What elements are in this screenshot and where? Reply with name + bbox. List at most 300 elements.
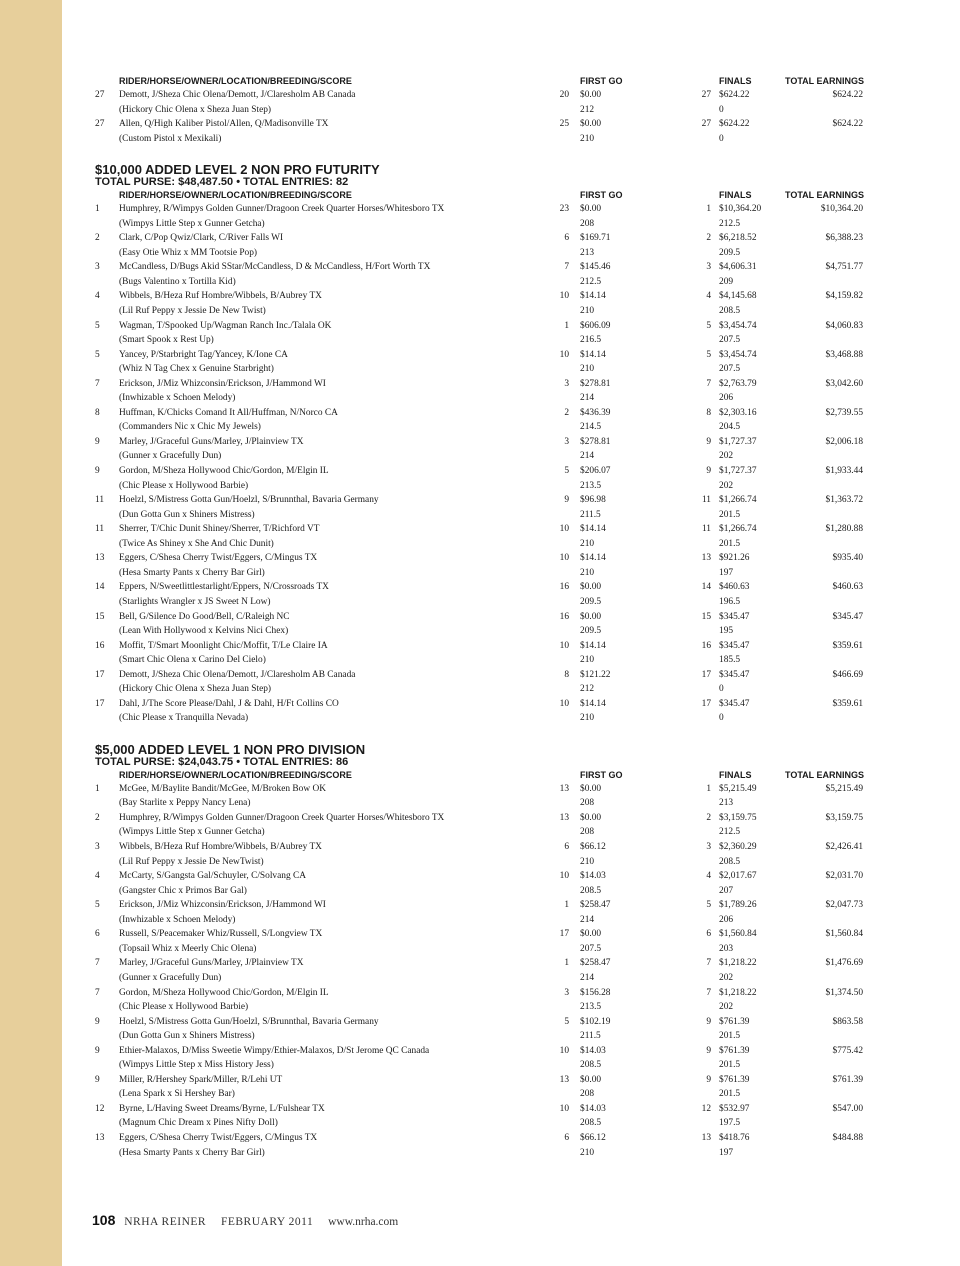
finals-earnings: $3,454.74: [719, 349, 757, 360]
first-go-place: 1: [564, 320, 569, 331]
first-go-place: 1: [564, 958, 569, 969]
finals-place: 7: [706, 987, 711, 998]
result-row: [95, 202, 865, 231]
total-earnings: $863.58: [832, 1016, 863, 1027]
rider-horse-owner: Wagman, T/Spooked Up/Wagman Ranch Inc./Talala OK: [119, 320, 332, 331]
first-go-score: 209.5: [580, 596, 602, 607]
first-go-earnings: $258.47: [580, 958, 611, 969]
finals-place: 5: [706, 900, 711, 911]
first-go-place: 10: [559, 698, 569, 709]
first-go-place: 10: [559, 871, 569, 882]
first-go-place: 23: [559, 204, 569, 215]
column-header-rider: RIDER/HORSE/OWNER/LOCATION/BREEDING/SCORE: [119, 190, 352, 201]
breeding: (Whiz N Tag Chex x Genuine Starbright): [119, 364, 274, 375]
rider-horse-owner: Wibbels, B/Heza Ruf Hombre/Wibbels, B/Aubrey TX: [119, 842, 322, 853]
results-section: [95, 743, 865, 1160]
finals-earnings: $1,789.26: [719, 900, 757, 911]
finals-place: 27: [701, 119, 711, 130]
result-row: [95, 319, 865, 348]
breeding: (Dun Gotta Gun x Shiners Mistress): [119, 1031, 255, 1042]
placing: 27: [95, 90, 105, 100]
finals-place: 16: [701, 640, 711, 651]
first-go-place: 1: [564, 900, 569, 911]
column-header-first-go: FIRST GO: [580, 190, 623, 201]
breeding: (Smart Chic Olena x Carino Del Cielo): [119, 655, 266, 666]
first-go-earnings: $121.22: [580, 669, 611, 680]
total-earnings: $761.39: [832, 1074, 863, 1085]
breeding: (Chic Please x Hollywood Barbie): [119, 480, 249, 491]
finals-earnings: $1,218.22: [719, 987, 757, 998]
result-row: [95, 840, 865, 869]
rider-horse-owner: Marley, J/Graceful Guns/Marley, J/Plainview TX: [119, 436, 304, 447]
breeding: (Wimpys Little Step x Gunner Getcha): [119, 827, 265, 838]
result-row: [95, 610, 865, 639]
rider-horse-owner: Byrne, L/Having Sweet Dreams/Byrne, L/Fulshear TX: [119, 1103, 325, 1114]
finals-earnings: $1,560.84: [719, 929, 757, 940]
total-earnings: $1,933.44: [825, 466, 863, 477]
placing: 9: [95, 1045, 100, 1056]
finals-score: 207.5: [719, 335, 741, 346]
placing: 9: [95, 466, 100, 477]
first-go-score: 209.5: [580, 626, 602, 636]
first-go-place: 5: [564, 466, 569, 477]
placing: 17: [95, 669, 105, 680]
breeding: (Gunner x Gracefully Dun): [119, 451, 222, 462]
first-go-place: 10: [559, 291, 569, 302]
placing: 4: [95, 291, 100, 302]
finals-score: 201.5: [719, 1060, 741, 1071]
first-go-place: 8: [564, 669, 569, 680]
breeding: (Commanders Nic x Chic My Jewels): [119, 422, 261, 433]
first-go-earnings: $14.03: [580, 871, 606, 882]
total-earnings: $624.22: [832, 90, 863, 100]
first-go-earnings: $66.12: [580, 842, 606, 853]
placing: 7: [95, 378, 100, 389]
first-go-score: 210: [580, 364, 595, 375]
finals-place: 7: [706, 958, 711, 969]
first-go-score: 216.5: [580, 335, 602, 346]
total-earnings: $5,215.49: [825, 783, 863, 794]
rider-horse-owner: Demott, J/Sheza Chic Olena/Demott, J/Claresholm AB Canada: [119, 90, 356, 100]
first-go-earnings: $96.98: [580, 495, 606, 506]
rider-horse-owner: Demott, J/Sheza Chic Olena/Demott, J/Claresholm AB Canada: [119, 669, 356, 680]
finals-score: 185.5: [719, 655, 741, 666]
column-header-finals: FINALS: [719, 190, 752, 201]
first-go-earnings: $14.14: [580, 291, 606, 302]
result-row: [95, 289, 865, 318]
finals-earnings: $460.63: [719, 582, 750, 593]
result-row: [95, 782, 865, 811]
first-go-score: 208: [580, 218, 595, 229]
breeding: (Chic Please x Tranquilla Nevada): [119, 713, 249, 724]
rider-horse-owner: Hoelzl, S/Mistress Gotta Gun/Hoelzl, S/Brunnthal, Bavaria Germany: [119, 1016, 379, 1027]
first-go-place: 6: [564, 842, 569, 853]
breeding: (Easy Otie Whiz x MM Tootsie Pop): [119, 247, 258, 258]
placing: 1: [95, 783, 100, 794]
first-go-place: 10: [559, 640, 569, 651]
finals-place: 11: [701, 524, 711, 535]
finals-earnings: $921.26: [719, 553, 750, 564]
first-go-earnings: $156.28: [580, 987, 611, 998]
rider-horse-owner: Bell, G/Silence Do Good/Bell, C/Raleigh NC: [119, 611, 290, 622]
first-go-place: 25: [559, 119, 569, 130]
website-url: www.nrha.com: [328, 1216, 399, 1228]
total-earnings: $484.88: [832, 1133, 863, 1143]
placing: 13: [95, 1133, 105, 1143]
first-go-place: 10: [559, 524, 569, 535]
publication-name: NRHA REINER: [124, 1216, 207, 1228]
rider-horse-owner: Clark, C/Pop Qwiz/Clark, C/River Falls WI: [119, 233, 284, 244]
finals-earnings: $2,303.16: [719, 407, 757, 418]
finals-earnings: $761.39: [719, 1074, 750, 1085]
finals-earnings: $1,727.37: [719, 436, 757, 447]
first-go-score: 208.5: [580, 885, 602, 896]
first-go-earnings: $102.19: [580, 1016, 611, 1027]
finals-score: 202: [719, 480, 734, 491]
section-subtitle: TOTAL PURSE: $48,487.50 • TOTAL ENTRIES: 82: [95, 176, 349, 189]
first-go-score: 214: [580, 451, 595, 462]
finals-score: 197: [719, 567, 734, 578]
result-row: [95, 435, 865, 464]
breeding: (Gunner x Gracefully Dun): [119, 972, 222, 983]
finals-place: 1: [706, 783, 711, 794]
placing: 2: [95, 233, 100, 244]
placing: 1: [95, 204, 100, 215]
placing: 2: [95, 812, 100, 823]
finals-place: 15: [701, 611, 711, 622]
result-row: [95, 1073, 865, 1102]
breeding: (Hickory Chic Olena x Sheza Juan Step): [119, 104, 272, 115]
result-row: [95, 811, 865, 840]
finals-place: 2: [706, 812, 711, 823]
section-title: $10,000 ADDED LEVEL 2 NON PRO FUTURITY: [95, 162, 380, 178]
result-row: [95, 1131, 865, 1160]
first-go-score: 213: [580, 247, 595, 258]
first-go-earnings: $14.14: [580, 553, 606, 564]
first-go-place: 10: [559, 349, 569, 360]
placing: 3: [95, 842, 100, 853]
placing: 27: [95, 119, 105, 130]
finals-place: 8: [706, 407, 711, 418]
column-header-row: [95, 188, 865, 202]
placing: 13: [95, 553, 105, 564]
finals-place: 1: [706, 204, 711, 215]
finals-place: 4: [706, 291, 711, 302]
result-row: [95, 927, 865, 956]
results-section: [95, 74, 865, 146]
placing: 12: [95, 1103, 105, 1114]
first-go-earnings: $0.00: [580, 1074, 602, 1085]
first-go-place: 6: [564, 1133, 569, 1143]
total-earnings: $3,468.88: [825, 349, 863, 360]
first-go-earnings: $606.09: [580, 320, 611, 331]
finals-earnings: $4,606.31: [719, 262, 757, 273]
total-earnings: $2,031.70: [825, 871, 863, 882]
finals-score: 204.5: [719, 422, 741, 433]
finals-place: 4: [706, 871, 711, 882]
result-row: [95, 668, 865, 697]
rider-horse-owner: Eggers, C/Shesa Cherry Twist/Eggers, C/Mingus TX: [119, 553, 318, 564]
page-margin-band: [0, 0, 62, 1266]
first-go-earnings: $0.00: [580, 929, 602, 940]
first-go-place: 13: [559, 783, 569, 794]
rider-horse-owner: Erickson, J/Miz Whizconsin/Erickson, J/Hammond WI: [119, 900, 326, 911]
first-go-score: 210: [580, 133, 595, 144]
column-header-total: TOTAL EARNINGS: [785, 190, 865, 201]
finals-earnings: $761.39: [719, 1016, 750, 1027]
rider-horse-owner: Hoelzl, S/Mistress Gotta Gun/Hoelzl, S/Brunnthal, Bavaria Germany: [119, 495, 379, 506]
finals-earnings: $1,218.22: [719, 958, 757, 969]
first-go-earnings: $206.07: [580, 466, 611, 477]
total-earnings: $4,751.77: [825, 262, 863, 273]
finals-score: 201.5: [719, 538, 741, 549]
result-row: [95, 1044, 865, 1073]
finals-score: 197: [719, 1147, 734, 1158]
breeding: (Chic Please x Hollywood Barbie): [119, 1002, 249, 1013]
result-row: [95, 464, 865, 493]
rider-horse-owner: Humphrey, R/Wimpys Golden Gunner/Dragoon Creek Quarter Horses/Whitesboro TX: [119, 204, 445, 215]
first-go-earnings: $278.81: [580, 378, 611, 389]
total-earnings: $6,388.23: [825, 233, 863, 244]
first-go-score: 208.5: [580, 1060, 602, 1071]
first-go-score: 208: [580, 1089, 595, 1100]
breeding: (Wimpys Little Step x Miss History Jess): [119, 1060, 274, 1071]
finals-earnings: $6,218.52: [719, 233, 757, 244]
finals-place: 9: [706, 1074, 711, 1085]
total-earnings: $775.42: [832, 1045, 863, 1056]
result-row: [95, 697, 865, 726]
result-row: [95, 898, 865, 927]
first-go-place: 3: [564, 436, 569, 447]
rider-horse-owner: Huffman, K/Chicks Comand It All/Huffman, N/Norco CA: [119, 407, 338, 418]
finals-score: 0: [719, 713, 724, 724]
total-earnings: $1,374.50: [825, 987, 863, 998]
total-earnings: $3,159.75: [825, 812, 863, 823]
finals-score: 209.5: [719, 247, 741, 258]
finals-score: 212.5: [719, 218, 741, 229]
first-go-earnings: $14.14: [580, 698, 606, 709]
finals-score: 0: [719, 684, 724, 695]
result-row: [95, 377, 865, 406]
finals-earnings: $1,727.37: [719, 466, 757, 477]
total-earnings: $1,363.72: [825, 495, 863, 506]
placing: 9: [95, 1016, 100, 1027]
finals-earnings: $1,266.74: [719, 524, 757, 535]
rider-horse-owner: McCarty, S/Gangsta Gal/Schuyler, C/Solvang CA: [119, 871, 307, 882]
page-number: 108: [92, 1212, 116, 1228]
first-go-earnings: $0.00: [580, 611, 602, 622]
breeding: (Magnum Chic Dream x Pines Nifty Doll): [119, 1118, 278, 1129]
first-go-score: 210: [580, 713, 595, 724]
finals-place: 11: [701, 495, 711, 506]
finals-score: 0: [719, 104, 724, 115]
placing: 4: [95, 871, 100, 882]
result-row: [95, 580, 865, 609]
column-header-finals: FINALS: [719, 76, 752, 86]
rider-horse-owner: Yancey, P/Starbright Tag/Yancey, K/Ione CA: [119, 349, 288, 360]
finals-score: 212.5: [719, 827, 741, 838]
total-earnings: $10,364.20: [820, 204, 863, 215]
rider-horse-owner: Wibbels, B/Heza Ruf Hombre/Wibbels, B/Aubrey TX: [119, 291, 322, 302]
placing: 16: [95, 640, 105, 651]
total-earnings: $466.69: [832, 669, 863, 680]
finals-place: 5: [706, 320, 711, 331]
breeding: (Hesa Smarty Pants x Cherry Bar Girl): [119, 567, 265, 578]
first-go-place: 10: [559, 1103, 569, 1114]
first-go-earnings: $0.00: [580, 204, 602, 215]
rider-horse-owner: McGee, M/Baylite Bandit/McGee, M/Broken Bow OK: [119, 783, 326, 794]
rider-horse-owner: Eggers, C/Shesa Cherry Twist/Eggers, C/Mingus TX: [119, 1133, 318, 1143]
breeding: (Gangster Chic x Primos Bar Gal): [119, 885, 247, 896]
placing: 3: [95, 262, 100, 273]
finals-place: 9: [706, 436, 711, 447]
first-go-earnings: $14.14: [580, 640, 606, 651]
finals-place: 17: [701, 669, 711, 680]
finals-score: 206: [719, 393, 734, 404]
finals-score: 207.5: [719, 364, 741, 375]
first-go-place: 2: [564, 407, 569, 418]
first-go-place: 13: [559, 1074, 569, 1085]
result-row: [95, 88, 865, 117]
total-earnings: $1,560.84: [825, 929, 863, 940]
first-go-earnings: $258.47: [580, 900, 611, 911]
finals-earnings: $5,215.49: [719, 783, 757, 794]
results-content: [95, 74, 865, 1160]
placing: 11: [95, 524, 105, 535]
finals-score: 203: [719, 943, 734, 954]
result-row: [95, 348, 865, 377]
total-earnings: $1,476.69: [825, 958, 863, 969]
finals-earnings: $345.47: [719, 698, 750, 709]
first-go-score: 214: [580, 393, 595, 404]
finals-score: 202: [719, 451, 734, 462]
total-earnings: $345.47: [832, 611, 863, 622]
finals-earnings: $10,364.20: [719, 204, 762, 215]
placing: 7: [95, 987, 100, 998]
first-go-earnings: $278.81: [580, 436, 611, 447]
column-header-row: [95, 74, 865, 88]
result-row: [95, 551, 865, 580]
first-go-earnings: $169.71: [580, 233, 611, 244]
column-header-finals: FINALS: [719, 769, 752, 780]
breeding: (Bay Starlite x Peppy Nancy Lena): [119, 798, 251, 809]
first-go-earnings: $0.00: [580, 783, 602, 794]
first-go-score: 207.5: [580, 943, 602, 954]
placing: 9: [95, 1074, 100, 1085]
finals-place: 2: [706, 233, 711, 244]
first-go-score: 210: [580, 856, 595, 867]
placing: 9: [95, 436, 100, 447]
first-go-score: 210: [580, 655, 595, 666]
finals-earnings: $761.39: [719, 1045, 750, 1056]
result-row: [95, 117, 865, 146]
total-earnings: $2,006.18: [825, 436, 863, 447]
total-earnings: $359.61: [832, 698, 863, 709]
finals-score: 202: [719, 972, 734, 983]
placing: 7: [95, 958, 100, 969]
finals-place: 9: [706, 1016, 711, 1027]
breeding: (Custom Pistol x Mexikali): [119, 133, 222, 144]
result-row: [95, 1015, 865, 1044]
placing: 5: [95, 320, 100, 331]
first-go-place: 10: [559, 1045, 569, 1056]
finals-score: 195: [719, 626, 734, 636]
finals-score: 201.5: [719, 1089, 741, 1100]
first-go-place: 16: [559, 611, 569, 622]
first-go-earnings: $14.03: [580, 1103, 606, 1114]
finals-earnings: $1,266.74: [719, 495, 757, 506]
column-header-first-go: FIRST GO: [580, 769, 623, 780]
breeding: (Hesa Smarty Pants x Cherry Bar Girl): [119, 1147, 265, 1158]
result-row: [95, 639, 865, 668]
first-go-place: 16: [559, 582, 569, 593]
rider-horse-owner: Moffit, T/Smart Moonlight Chic/Moffit, T/Le Claire IA: [119, 640, 328, 651]
breeding: (Lil Ruf Peppy x Jessie De New Twist): [119, 305, 266, 316]
finals-earnings: $2,360.29: [719, 842, 757, 853]
page-footer: [92, 1212, 398, 1228]
placing: 5: [95, 900, 100, 911]
placing: 17: [95, 698, 105, 709]
finals-place: 5: [706, 349, 711, 360]
rider-horse-owner: Eppers, N/Sweetlittlestarlight/Eppers, N/Crossroads TX: [119, 582, 329, 593]
breeding: (Lil Ruf Peppy x Jessie De NewTwist): [119, 856, 264, 867]
first-go-place: 10: [559, 553, 569, 564]
first-go-score: 214: [580, 972, 595, 983]
finals-score: 202: [719, 1002, 734, 1013]
placing: 11: [95, 495, 105, 506]
first-go-earnings: $14.14: [580, 524, 606, 535]
finals-score: 207: [719, 885, 734, 896]
total-earnings: $935.40: [832, 553, 863, 564]
rider-horse-owner: Humphrey, R/Wimpys Golden Gunner/Dragoon Creek Quarter Horses/Whitesboro TX: [119, 812, 445, 823]
column-header-first-go: FIRST GO: [580, 76, 623, 86]
placing: 5: [95, 349, 100, 360]
breeding: (Lean With Hollywood x Kelvins Nici Chex): [119, 626, 289, 636]
section-title: $5,000 ADDED LEVEL 1 NON PRO DIVISION: [95, 741, 366, 757]
finals-place: 13: [701, 1133, 711, 1143]
breeding: (Hickory Chic Olena x Sheza Juan Step): [119, 684, 272, 695]
rider-horse-owner: Gordon, M/Sheza Hollywood Chic/Gordon, M/Elgin IL: [119, 466, 329, 477]
total-earnings: $460.63: [832, 582, 863, 593]
finals-earnings: $345.47: [719, 640, 750, 651]
finals-place: 7: [706, 378, 711, 389]
finals-score: 208.5: [719, 856, 741, 867]
first-go-score: 213.5: [580, 1002, 602, 1013]
breeding: (Topsail Whiz x Meerly Chic Olena): [119, 943, 257, 954]
first-go-score: 212.5: [580, 276, 602, 287]
issue-date: FEBRUARY 2011: [220, 1216, 314, 1228]
first-go-earnings: $0.00: [580, 119, 602, 130]
first-go-score: 213.5: [580, 480, 602, 491]
finals-place: 27: [701, 90, 711, 100]
first-go-place: 13: [559, 812, 569, 823]
first-go-score: 214: [580, 914, 595, 925]
first-go-place: 20: [559, 90, 569, 100]
rider-horse-owner: Sherrer, T/Chic Dunit Shiney/Sherrer, T/Richford VT: [119, 524, 320, 535]
finals-earnings: $345.47: [719, 669, 750, 680]
first-go-score: 214.5: [580, 422, 602, 433]
rider-horse-owner: Ethier-Malaxos, D/Miss Sweetie Wimpy/Ethier-Malaxos, D/St Jerome QC Canada: [119, 1045, 430, 1056]
first-go-score: 211.5: [580, 1031, 601, 1042]
breeding: (Lena Spark x Si Hershey Bar): [119, 1089, 235, 1100]
first-go-score: 208: [580, 827, 595, 838]
first-go-earnings: $0.00: [580, 582, 602, 593]
total-earnings: $359.61: [832, 640, 863, 651]
result-row: [95, 260, 865, 289]
finals-score: 201.5: [719, 509, 741, 520]
total-earnings: $3,042.60: [825, 378, 863, 389]
finals-place: 9: [706, 466, 711, 477]
